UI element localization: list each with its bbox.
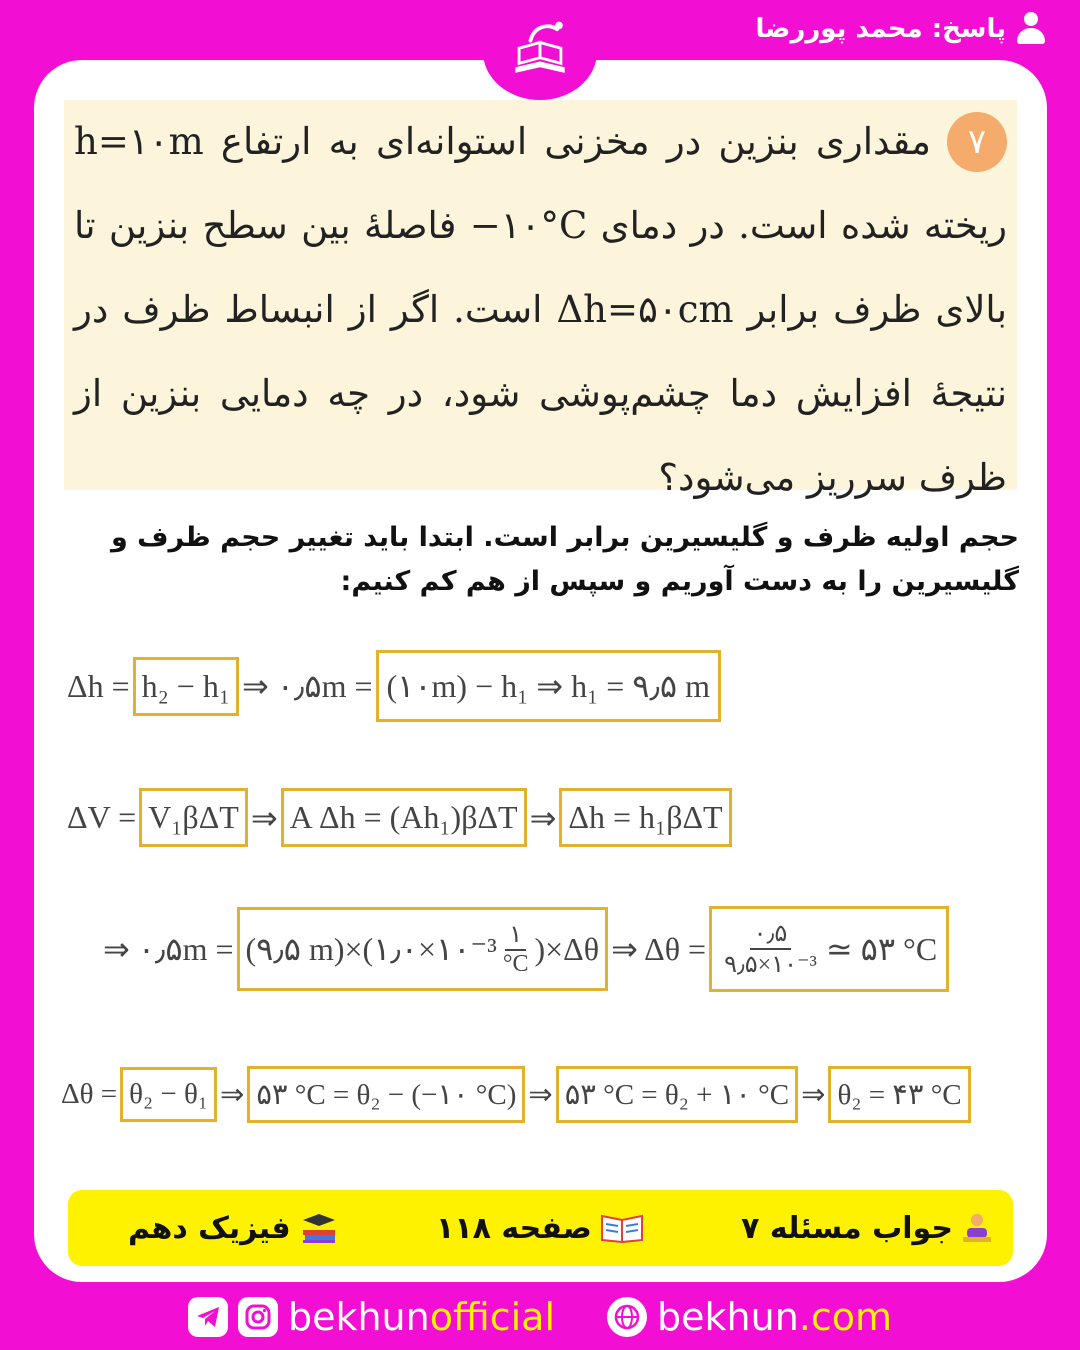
eq2-arrow-1: ⇒ [250, 799, 278, 836]
page-label: صفحه ۱۱۸ [436, 1210, 592, 1246]
eq3-lhs: ⇒ ۰٫۵m = [103, 931, 234, 967]
open-book-icon [600, 1212, 644, 1244]
eq3-fraction-2 [720, 919, 821, 979]
eq3-product-start: (۹٫۵ m)×(۱٫۰×۱۰⁻³ [245, 931, 497, 967]
eq1-lhs: Δh = [67, 667, 130, 704]
eq2-box-2 [281, 788, 527, 847]
eq2-v1-beta-dt: V₁βΔT [148, 799, 239, 835]
eq3-mid: ⇒ Δθ = [611, 931, 707, 967]
globe-icon [607, 1297, 647, 1337]
eq1-h2-minus-h1: h₂ − h₁ [141, 667, 230, 704]
eq3-box-1 [237, 907, 609, 991]
eq2-arrow-2: ⇒ [529, 799, 557, 836]
eq2-area-form: A Δh = (Ah₁)βΔT [289, 799, 518, 835]
social-handle-suffix: official [429, 1295, 556, 1339]
eq3-frac2-den: ۹٫۵×۱۰⁻³ [724, 952, 817, 978]
eq1-box-2 [376, 650, 721, 722]
content-card [34, 60, 1047, 1282]
social-handle-prefix: bekhun [287, 1295, 430, 1339]
eq3-frac2-num: ۰٫۵ [750, 919, 792, 950]
eq3-product-end: )×Δθ [534, 930, 600, 967]
eq4-lhs: Δθ = [61, 1078, 118, 1110]
eq4-arrow-2: ⇒ [528, 1079, 553, 1111]
problem-box [64, 100, 1017, 499]
eq2-lhs: ΔV = [67, 799, 137, 835]
instagram-icon [238, 1297, 278, 1337]
eq4-substitution: ۵۳ °C = θ₂ − (−۱۰ °C) [256, 1079, 517, 1111]
eq4-theta-diff: θ₂ − θ₁ [129, 1078, 209, 1110]
website-link[interactable] [607, 1295, 892, 1339]
eq3-frac1-num: ۱ [505, 920, 526, 951]
answer-by [755, 12, 1046, 46]
brand-logo [483, 4, 597, 100]
eq3-box-2 [709, 906, 949, 992]
eq2-box-3 [559, 788, 731, 847]
website-url-prefix: bekhun [657, 1295, 799, 1339]
eq1-box-1 [133, 657, 239, 716]
eq4-box-3 [556, 1066, 798, 1123]
book-logo-icon [502, 14, 578, 90]
equation-row-3 [100, 906, 949, 992]
teacher-icon [961, 1212, 993, 1244]
eq4-box-1 [120, 1067, 217, 1122]
info-bar [68, 1190, 1013, 1266]
bottom-links [0, 1290, 1080, 1344]
problem-text: مقداری بنزین در مخزنی استوانه‌ای به ارتفاع h=۱۰m ریخته شده است. در دمای ‎−۱۰°C‎ فاصلهٔ بین سطح بنزین تا بالای ظرف برابر Δh=۵۰cm است. اگر از انبساط ظرف در نتیجهٔ افزایش دما چشم‌پوشی شود، در چه دمایی بنزین از ظرف سرریز می‌شود؟ [74, 120, 1008, 499]
telegram-icon [188, 1297, 228, 1337]
website-url-suffix: .com [798, 1295, 893, 1339]
answer-by-text: پاسخ: محمد پوررضا [755, 14, 1006, 44]
equation-row-2 [64, 788, 732, 847]
equation-row-1 [64, 650, 721, 722]
problem-label: جواب مسئله ۷ [741, 1210, 953, 1246]
eq3-frac1-den: °C [502, 951, 529, 977]
page-label-item [436, 1211, 644, 1246]
eq4-result: θ₂ = ۴۳ °C [837, 1079, 962, 1111]
equation-row-4 [58, 1066, 971, 1123]
problem-number-badge: ۷ [947, 112, 1007, 172]
eq2-box-1 [139, 788, 248, 847]
eq2-result: Δh = h₁βΔT [568, 799, 723, 835]
eq4-arrow-3: ⇒ [801, 1079, 826, 1111]
solution-intro: حجم اولیه ظرف و گلیسیرین برابر است. ابتدا باید تغییر حجم ظرف و گلیسیرین را به دست آوریم و سپس از هم کم کنیم: [110, 522, 1019, 597]
user-icon [1016, 12, 1046, 46]
eq3-result: ≃ ۵۳ °C [825, 931, 938, 967]
social-handle [288, 1295, 555, 1339]
book-label-item [128, 1211, 339, 1246]
problem-label-item [741, 1211, 993, 1246]
eq4-simplified: ۵۳ °C = θ₂ + ۱۰ °C [564, 1079, 790, 1111]
book-label: فیزیک دهم [128, 1210, 291, 1246]
website-url [657, 1295, 892, 1339]
eq1-mid: ⇒ ۰٫۵m = [241, 668, 373, 704]
eq1-result: (۱۰m) − h₁ ⇒ h₁ = ۹٫۵ m [386, 668, 710, 704]
social-link[interactable] [188, 1295, 555, 1339]
eq3-fraction-1 [499, 920, 533, 978]
graduation-books-icon [299, 1212, 339, 1244]
eq4-box-2 [247, 1066, 525, 1123]
eq4-box-4 [828, 1066, 970, 1123]
eq4-arrow-1: ⇒ [220, 1079, 245, 1111]
